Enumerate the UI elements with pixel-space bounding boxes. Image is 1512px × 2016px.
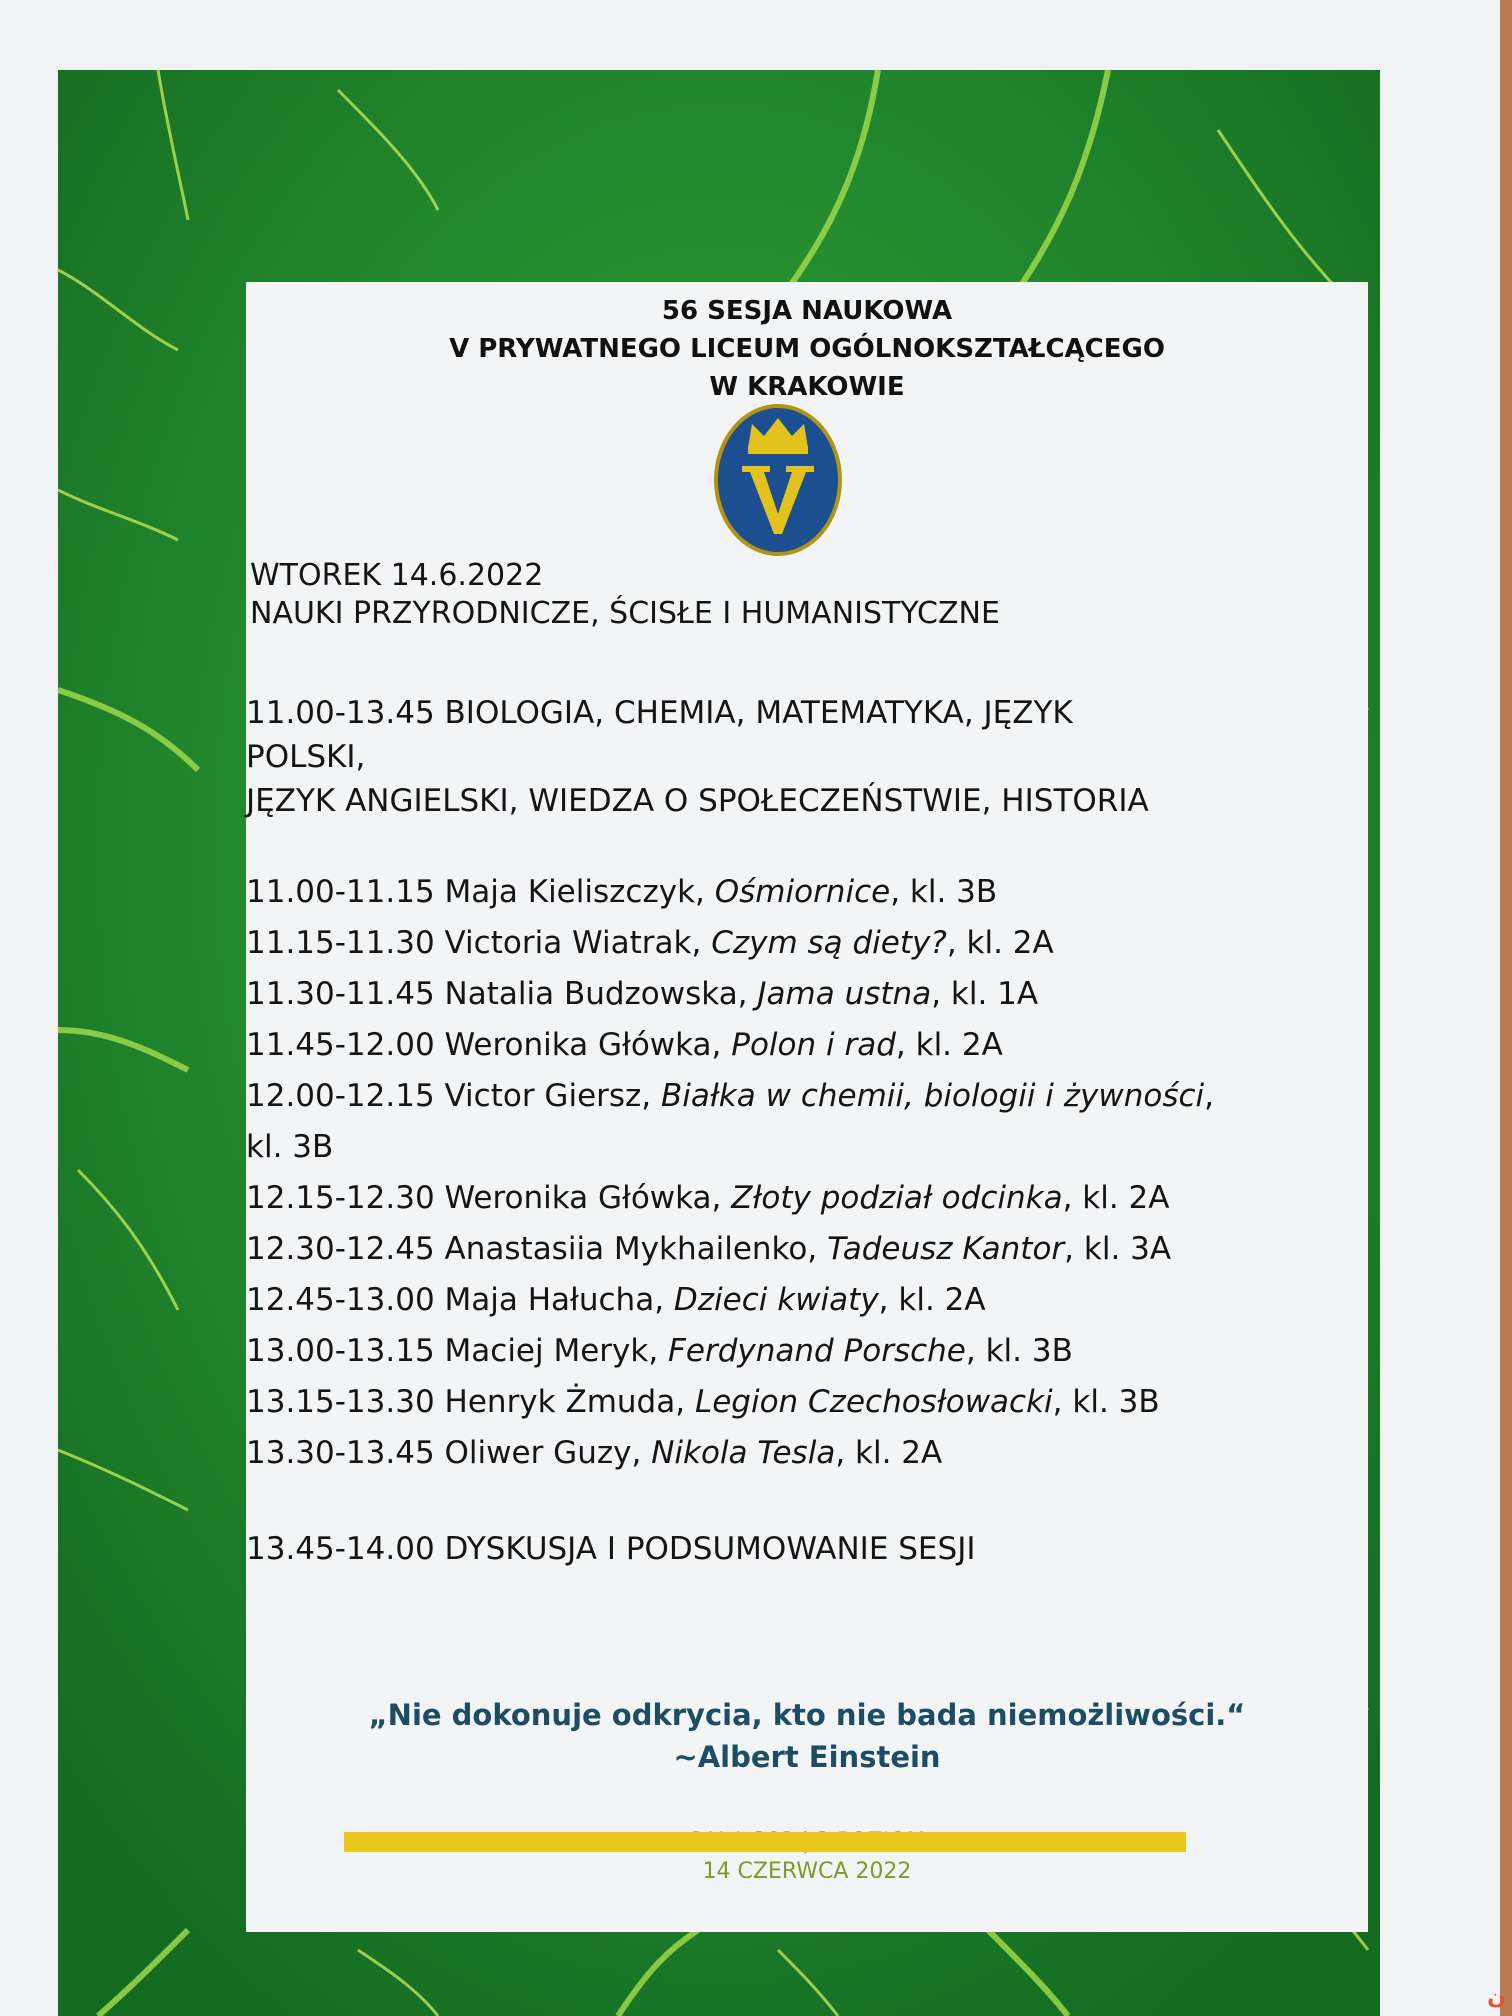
leaf-background-frame <box>58 70 1380 2016</box>
talk-title: Białka w chemii, biologii i żywności <box>661 1078 1205 1114</box>
header-line-1: 56 SESJA NAUKOWA <box>661 296 953 326</box>
talk-class: , kl. 2A <box>946 925 1054 961</box>
yellow-accent-stripe <box>344 1832 1186 1852</box>
talk-title: Legion Czechosłowacki <box>694 1384 1053 1420</box>
talk-class: , kl. 3B <box>965 1333 1073 1369</box>
talk-class: , kl. 3B <box>1052 1384 1160 1420</box>
talk-line <box>246 867 1346 918</box>
quote-author: ~Albert Einstein <box>673 1740 941 1774</box>
talk-class: , kl. 1A <box>931 976 1039 1012</box>
talk-line <box>246 1428 1346 1479</box>
talk-class: , kl. 3B <box>890 874 998 910</box>
talk-line <box>246 1224 1346 1275</box>
quote-block <box>246 1694 1368 1778</box>
talk-line <box>246 1275 1346 1326</box>
talk-title: Złoty podział odcinka <box>731 1180 1063 1216</box>
category-line: NAUKI PRZYRODNICZE, ŚCISŁE I HUMANISTYCZNE <box>250 596 1000 631</box>
talk-line <box>246 1020 1346 1071</box>
program-sheet <box>246 282 1368 1932</box>
corner-mark: ن <box>1487 1985 1506 2010</box>
talk-time-speaker: 12.15-12.30 Weronika Główka, <box>246 1180 732 1216</box>
talk-time-speaker: 11.45-12.00 Weronika Główka, <box>246 1027 732 1063</box>
talk-time-speaker: 13.00-13.15 Maciej Meryk, <box>246 1333 669 1369</box>
date-line: WTOREK 14.6.2022 <box>250 558 544 593</box>
poster-header <box>246 292 1368 406</box>
session-line-3: JĘZYK ANGIELSKI, WIEDZA O SPOŁECZEŃSTWIE, HISTORIA <box>246 783 1149 819</box>
talk-line <box>246 918 1346 969</box>
talk-line <box>246 1173 1346 1224</box>
session-line-2: POLSKI, <box>246 739 366 775</box>
talk-line <box>246 1071 1346 1122</box>
talk-title: Dzieci kwiaty <box>673 1282 879 1318</box>
talk-time-speaker: 12.45-13.00 Maja Hałucha, <box>246 1282 674 1318</box>
talk-title: Ferdynand Porsche <box>668 1333 966 1369</box>
talk-time-speaker: 11.00-11.15 Maja Kieliszczyk, <box>246 874 715 910</box>
talk-line <box>246 1122 1346 1173</box>
talk-class: , kl. 3A <box>1064 1231 1172 1267</box>
talk-title: Ośmiornice <box>714 874 891 910</box>
talk-title: Tadeusz Kantor <box>827 1231 1065 1267</box>
talk-title: Polon i rad <box>731 1027 896 1063</box>
talk-time-speaker: 13.30-13.45 Oliwer Guzy, <box>246 1435 652 1471</box>
school-crest-logo <box>712 402 844 558</box>
talk-line <box>246 969 1346 1020</box>
quote-text: „Nie dokonuje odkrycia, kto nie bada niemożliwości.“ <box>368 1698 1246 1732</box>
discussion-line: 13.45-14.00 DYSKUSJA I PODSUMOWANIE SESJI <box>246 1531 976 1567</box>
footer-date: 14 CZERWCA 2022 <box>702 1859 912 1884</box>
talk-time-speaker: 12.30-12.45 Anastasiia Mykhailenko, <box>246 1231 828 1267</box>
talk-line <box>246 1326 1346 1377</box>
talk-class: , kl. 2A <box>835 1435 943 1471</box>
talk-title: Nikola Tesla <box>651 1435 836 1471</box>
talk-title: Czym są diety? <box>711 925 947 961</box>
talk-class: , kl. 2A <box>1062 1180 1170 1216</box>
talk-time-speaker: 11.30-11.45 Natalia Budzowska, <box>246 976 758 1012</box>
talk-time-speaker: 13.15-13.30 Henryk Żmuda, <box>246 1384 695 1420</box>
talk-time-speaker: kl. 3B <box>246 1129 334 1165</box>
talk-time-speaker: 11.15-11.30 Victoria Wiatrak, <box>246 925 712 961</box>
talk-time-speaker: 12.00-12.15 Victor Giersz, <box>246 1078 662 1114</box>
talk-class: , kl. 2A <box>878 1282 986 1318</box>
program-body <box>246 557 1346 1571</box>
header-line-2: V PRYWATNEGO LICEUM OGÓLNOKSZTAŁCĄCEGO <box>449 334 1165 364</box>
talk-line <box>246 1377 1346 1428</box>
talk-class: , <box>1204 1078 1215 1114</box>
session-line-1: 11.00-13.45 BIOLOGIA, CHEMIA, MATEMATYKA, JĘZYK <box>246 695 1073 731</box>
header-line-3: W KRAKOWIE <box>709 372 905 402</box>
talk-class: , kl. 2A <box>895 1027 1003 1063</box>
talk-title: Jama ustna <box>757 976 932 1012</box>
talks-list <box>246 867 1346 1479</box>
